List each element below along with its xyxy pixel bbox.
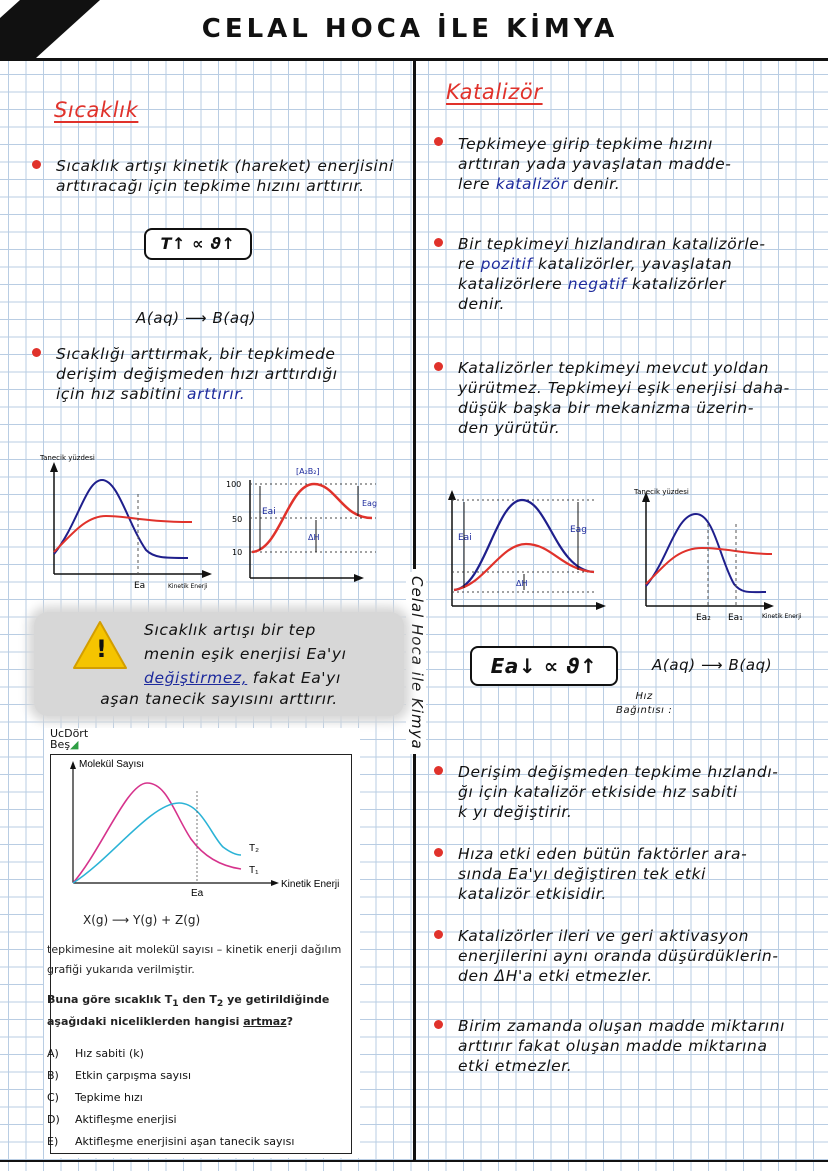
quiz-stem-line-1: tepkimesine ait molekül sayısı – kinetik enerji dağılım: [47, 943, 342, 956]
option-text: Aktifleşme enerjisi: [75, 1113, 177, 1126]
highlight-positive: pozitif: [480, 255, 533, 273]
reaction-equation-left: A(aq) ⟶ B(aq): [136, 309, 257, 327]
logo-text: Beş: [50, 738, 71, 751]
bullet-dot: [434, 362, 443, 371]
text-line: k yı değiştirir.: [458, 803, 573, 821]
text-span: re: [458, 255, 476, 273]
catalyst-paragraph-1: [458, 134, 818, 194]
text-span: ye getirildiğinde: [223, 993, 330, 1006]
highlight-not-change: değiştirmez,: [144, 669, 248, 687]
x-axis-arrow: [596, 602, 606, 610]
corner-stripe-decoration: [0, 0, 110, 58]
catalyst-energy-diagram: [444, 488, 614, 618]
curve-t1: [73, 783, 241, 883]
curve-low-temperature: [54, 480, 188, 558]
text-line: Katalizörler tepkimeyi mevcut yoldan: [458, 359, 770, 377]
option-letter: C): [47, 1091, 59, 1104]
text-line: [144, 666, 406, 690]
text-line: Birim zamanda oluşan madde miktarını: [458, 1017, 786, 1035]
delta-h-label: ΔH: [516, 579, 528, 588]
y-axis-label: Tanecik yüzdesi: [634, 488, 689, 496]
bullet-dot: [434, 1020, 443, 1029]
catalyst-paragraph-5: [458, 844, 818, 904]
text-span: lere: [458, 175, 491, 193]
text-span: aşağıdaki niceliklerden hangisi: [47, 1015, 244, 1028]
temperature-rate-formula: T↑ ∝ ϑ↑: [144, 228, 252, 260]
y-axis-label: Tanecik yüzdesi: [40, 454, 95, 462]
catalyst-rate-formula: Ea↓ ∝ ϑ↑: [470, 646, 618, 686]
y-axis-arrow: [448, 490, 456, 500]
logo-line: [50, 739, 88, 750]
x-axis-arrow: [354, 574, 364, 582]
text-span: Buna göre sıcaklık T: [47, 993, 173, 1006]
answer-option-c[interactable]: [47, 1091, 143, 1104]
bullet-dot: [32, 348, 41, 357]
text-line: Hıza etki eden bütün faktörler ara-: [458, 845, 748, 863]
text-line: denir.: [458, 295, 505, 313]
text-span: ?: [286, 1015, 294, 1028]
catalyst-paragraph-7: [458, 1016, 818, 1076]
text-line: katalizör etkisidir.: [458, 885, 607, 903]
column-divider-top: [413, 61, 416, 569]
text-line: den yürütür.: [458, 419, 561, 437]
text-span: den T: [178, 993, 217, 1006]
text-line: Sıcaklık artışı bir tep: [144, 621, 316, 639]
curve-t2: [73, 803, 241, 883]
page-title: CELAL HOCA İLE KİMYA: [201, 14, 619, 44]
text-span: fakat Ea'yı: [252, 669, 341, 687]
page-bottom-line: [0, 1160, 828, 1162]
x-axis-arrow: [764, 602, 774, 610]
text-line: Tepkimeye girip tepkime hızını: [458, 135, 714, 153]
bullet-dot: [434, 930, 443, 939]
x-axis-arrow: [271, 880, 279, 886]
text-line: etki etmezler.: [458, 1057, 573, 1075]
quiz-reaction: X(g) ⟶ Y(g) + Z(g): [83, 913, 201, 927]
answer-option-d[interactable]: [47, 1113, 177, 1126]
catalyst-distribution-graph: [632, 484, 822, 624]
text-line: Bir tepkimeyi hızlandıran katalizörle-: [458, 235, 766, 253]
catalyst-paragraph-6: [458, 926, 818, 986]
text-line: arttıracağı için tepkime hızını arttırır.: [56, 177, 365, 195]
text-line: arttıran yada yavaşlatan madde-: [458, 155, 732, 173]
publisher-logo: [50, 728, 88, 750]
tick-label-100: 100: [226, 480, 242, 489]
bullet-dot: [434, 766, 443, 775]
vertical-watermark-label: Celal Hoca ile Kimya: [406, 572, 426, 754]
page-header: [0, 0, 828, 61]
option-text: Etkin çarpışma sayısı: [75, 1069, 192, 1082]
text-line: Sıcaklık artışı kinetik (hareket) enerjisini: [56, 157, 394, 175]
catalyst-paragraph-3: [458, 358, 818, 438]
bullet-dot: [434, 848, 443, 857]
ea-reverse-label: Eag: [362, 499, 378, 508]
molecule-energy-graph: [51, 755, 351, 905]
text-line: Katalizörler ileri ve geri aktivasyon: [458, 927, 750, 945]
highlight-rate-constant: arttırır.: [187, 385, 246, 403]
text-line: [458, 174, 818, 194]
tick-label-50: 50: [232, 515, 243, 524]
text-line: [458, 254, 818, 274]
text-line: Sıcaklığı arttırmak, bir tepkimede: [56, 345, 336, 363]
logo-line: UcDört: [50, 727, 89, 740]
subscript: 1: [172, 998, 179, 1010]
text-line: menin eşik enerjisi Ea'yı: [144, 645, 347, 663]
highlight-negative: negatif: [567, 275, 627, 293]
text-line: derişim değişmeden hızı arttırdığı: [56, 365, 338, 383]
answer-option-b[interactable]: [47, 1069, 191, 1082]
answer-option-a[interactable]: [47, 1047, 144, 1060]
delta-h-label: ΔH: [308, 533, 320, 542]
subscript: 2: [216, 998, 224, 1010]
y-axis-arrow: [70, 761, 76, 769]
temperature-paragraph-2: [56, 344, 406, 404]
tick-label-10: 10: [232, 548, 243, 557]
ea-label: Ea: [134, 581, 146, 591]
section-heading-catalyst: Katalizör: [446, 80, 543, 104]
quiz-question-line-2: [47, 1015, 293, 1028]
temperature-paragraph-1: [56, 156, 406, 196]
option-letter: E): [47, 1135, 59, 1148]
t2-label: T₂: [249, 843, 259, 854]
bullet-dot: [434, 137, 443, 146]
ea-reverse-label: Eag: [570, 525, 587, 535]
text-line: [458, 274, 818, 294]
column-divider-bottom: [413, 752, 416, 1160]
logo-triangle-icon: ◢: [70, 738, 79, 751]
text-line: Bağıntısı :: [616, 705, 673, 716]
activated-complex-label: [A₂B₂]: [296, 467, 320, 476]
underlined-keyword: artmaz: [243, 1015, 287, 1028]
bullet-dot: [434, 238, 443, 247]
option-letter: A): [47, 1047, 59, 1060]
text-line: arttırır fakat oluşan madde miktarına: [458, 1037, 768, 1055]
quiz-question-line-1: [47, 993, 329, 1009]
text-line: enerjilerini aynı oranda düşürdüklerin-: [458, 947, 779, 965]
text-line: Hız: [635, 691, 653, 702]
option-letter: B): [47, 1069, 59, 1082]
potential-energy-diagram-left: [226, 462, 406, 592]
option-text: Aktifleşme enerjisini aşan tanecik sayısı: [75, 1135, 295, 1148]
text-span: katalizörlere: [458, 275, 563, 293]
bullet-dot: [32, 160, 41, 169]
quiz-card: [44, 728, 360, 1158]
option-text: Tepkime hızı: [75, 1091, 143, 1104]
warning-note: [34, 612, 404, 716]
option-letter: D): [47, 1113, 60, 1126]
ea2-label: Ea₂: [696, 613, 711, 623]
section-heading-temperature: Sıcaklık: [54, 98, 139, 122]
text-span: için hız sabitini: [56, 385, 182, 403]
reaction-equation-right: A(aq) ⟶ B(aq): [652, 656, 773, 674]
option-text: Hız sabiti (k): [75, 1047, 144, 1060]
warning-text: [144, 618, 406, 690]
answer-option-e[interactable]: [47, 1135, 294, 1148]
catalyst-paragraph-2: [458, 234, 818, 314]
x-axis-arrow: [202, 570, 212, 578]
text-line: düşük başka bir mekanizma üzerin-: [458, 399, 755, 417]
x-axis-label: Kinetik Enerji: [762, 613, 802, 620]
quiz-stem-line-2: grafiği yukarıda verilmiştir.: [47, 963, 195, 976]
y-axis-label: Molekül Sayısı: [79, 759, 145, 770]
text-line: ğı için katalizör etkiside hız sabiti: [458, 783, 738, 801]
text-line: sında Ea'yı değiştiren tek etki: [458, 865, 707, 883]
text-line: den ΔH'a etki etmezler.: [458, 967, 653, 985]
text-line: Derişim değişmeden tepkime hızlandı-: [458, 763, 779, 781]
x-axis-label: Kinetik Enerji: [168, 583, 208, 590]
quiz-frame: [47, 754, 352, 1154]
catalyst-paragraph-4: [458, 762, 818, 822]
energy-distribution-graph-left: [38, 454, 218, 594]
ea1-label: Ea₁: [728, 613, 743, 623]
curve-high-temperature: [54, 516, 192, 552]
text-line: [56, 384, 406, 404]
warning-icon-mark: !: [96, 635, 107, 663]
rate-relation-label: [616, 690, 672, 718]
text-line: yürütmez. Tepkimeyi eşik enerjisi daha-: [458, 379, 790, 397]
ea-label: Ea: [191, 888, 204, 899]
x-axis-label: Kinetik Enerji: [281, 879, 340, 890]
text-span: katalizörler: [632, 275, 727, 293]
highlight-catalyst: katalizör: [495, 175, 568, 193]
warning-last-line: aşan tanecik sayısını arttırır.: [100, 690, 338, 708]
t1-label: T₁: [249, 865, 259, 876]
text-span: katalizörler, yavaşlatan: [537, 255, 733, 273]
ea-forward-label: Eai: [458, 533, 472, 543]
text-span: denir.: [573, 175, 621, 193]
y-axis-arrow: [50, 462, 58, 472]
ea-forward-label: Eai: [262, 507, 276, 517]
